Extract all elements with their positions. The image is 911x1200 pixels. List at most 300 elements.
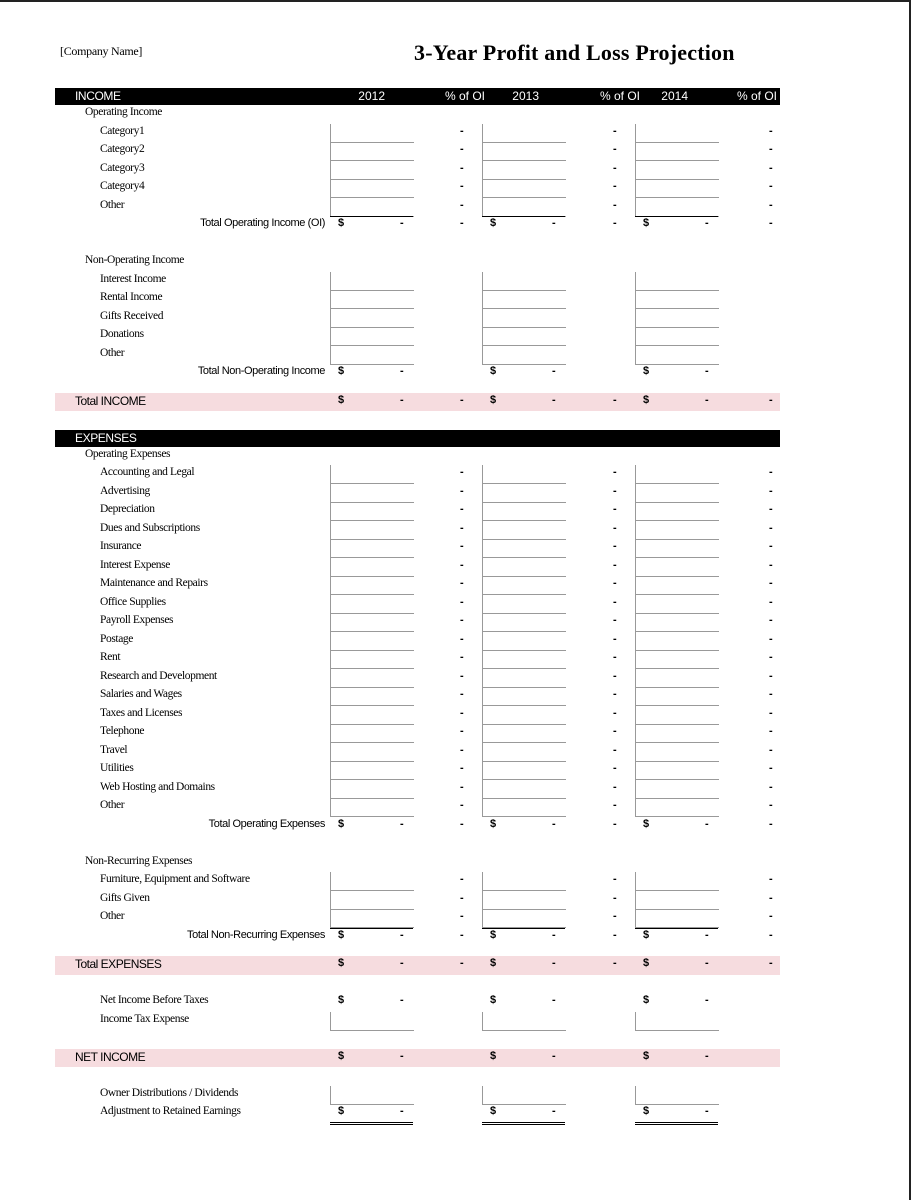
pct-dash: - — [769, 743, 773, 756]
pct-dash: - — [613, 558, 617, 571]
entry-cell[interactable] — [330, 613, 414, 632]
entry-cell[interactable] — [635, 576, 719, 595]
pct-dash: - — [769, 891, 773, 904]
operating-expense-row — [55, 595, 780, 614]
pct-dash: - — [769, 143, 773, 155]
pct-dash: - — [613, 891, 617, 904]
line-item-label: Category2 — [100, 143, 145, 155]
entry-cell[interactable] — [482, 724, 566, 743]
entry-cell[interactable] — [330, 346, 414, 365]
entry-cell[interactable] — [635, 595, 719, 614]
pct-dash: - — [613, 143, 617, 155]
non-operating-income-row — [55, 309, 780, 328]
entry-cell[interactable] — [482, 198, 566, 217]
pct-dash: - — [613, 706, 617, 719]
operating-expense-row — [55, 465, 780, 484]
line-item-label: Gifts Received — [100, 309, 164, 322]
entry-cell[interactable] — [330, 872, 414, 891]
pct-dash: - — [460, 217, 464, 229]
pct-dash: - — [769, 910, 773, 922]
total-operating-expenses-row — [55, 817, 780, 836]
entry-cell[interactable] — [330, 724, 414, 743]
net-income-before-taxes-row — [55, 993, 780, 1012]
line-item-label: Utilities — [100, 762, 134, 774]
pct-dash: - — [460, 799, 464, 811]
entry-cell[interactable] — [635, 687, 719, 706]
entry-cell[interactable] — [330, 161, 414, 180]
pct-dash: - — [613, 762, 617, 774]
dollar-sign: $ — [490, 365, 497, 377]
entry-cell[interactable] — [482, 891, 566, 910]
pct-dash: - — [613, 928, 617, 941]
dollar-sign: $ — [338, 1105, 345, 1117]
operating-income-row — [55, 161, 780, 180]
entry-cell[interactable] — [482, 909, 566, 928]
operating-expense-row — [55, 576, 780, 595]
spacer — [55, 235, 780, 254]
pct-dash: - — [460, 577, 464, 589]
entry-cell[interactable] — [482, 327, 566, 346]
pct-dash: - — [460, 957, 464, 969]
pct-dash: - — [460, 198, 464, 211]
dollar-sign: $ — [338, 817, 345, 830]
entry-cell[interactable] — [635, 743, 719, 762]
pct-dash: - — [769, 484, 773, 497]
non-recurring-expense-row — [55, 872, 780, 891]
entry-cell[interactable] — [482, 179, 566, 198]
pct-dash: - — [613, 873, 617, 885]
pct-dash: - — [460, 393, 464, 406]
entry-cell[interactable] — [635, 327, 719, 346]
pct-dash: - — [460, 780, 464, 793]
income-header — [55, 88, 780, 105]
income-header-label: INCOME — [75, 89, 121, 103]
operating-expense-row — [55, 613, 780, 632]
pct-dash: - — [460, 651, 464, 663]
operating-expense-row — [55, 650, 780, 669]
line-item-label: Interest Expense — [100, 558, 170, 571]
entry-cell[interactable] — [330, 465, 414, 484]
pct-dash: - — [460, 466, 464, 478]
pct-dash: - — [460, 614, 464, 626]
operating-expense-row — [55, 798, 780, 817]
total-dash: - — [705, 1105, 709, 1117]
line-item-label: Dues and Subscriptions — [100, 521, 200, 534]
total-operating-income-row — [55, 216, 780, 235]
entry-cell[interactable] — [482, 465, 566, 484]
operating-expense-row — [55, 558, 780, 577]
operating-income-row — [55, 124, 780, 143]
pct-dash: - — [613, 957, 617, 969]
entry-cell[interactable] — [330, 124, 414, 143]
entry-cell[interactable] — [330, 142, 414, 161]
entry-cell[interactable] — [635, 198, 719, 217]
dollar-sign: $ — [490, 393, 497, 406]
entry-cell[interactable] — [482, 558, 566, 577]
line-item-label: Net Income Before Taxes — [100, 994, 209, 1006]
entry-cell[interactable] — [482, 539, 566, 558]
entry-cell[interactable] — [635, 124, 719, 143]
entry-cell[interactable] — [330, 706, 414, 725]
operating-expense-row — [55, 632, 780, 651]
total-expenses-label: Total EXPENSES — [75, 957, 162, 971]
pct-dash: - — [769, 393, 773, 406]
owner-distributions-row — [55, 1086, 780, 1105]
pct-dash: - — [769, 161, 773, 174]
dollar-sign: $ — [338, 217, 345, 229]
entry-cell[interactable] — [482, 632, 566, 651]
entry-cell[interactable] — [330, 687, 414, 706]
pct-dash: - — [460, 706, 464, 719]
line-item-label: Rental Income — [100, 291, 163, 303]
dollar-sign: $ — [338, 393, 345, 406]
pct-dash: - — [460, 762, 464, 774]
non-recurring-expense-row — [55, 909, 780, 928]
entry-cell[interactable] — [635, 465, 719, 484]
spacer — [55, 975, 780, 994]
entry-cell[interactable] — [482, 613, 566, 632]
entry-cell[interactable] — [482, 743, 566, 762]
entry-cell[interactable] — [482, 1012, 566, 1031]
entry-cell[interactable] — [330, 650, 414, 669]
spacer — [55, 1067, 780, 1086]
entry-cell[interactable] — [635, 1012, 719, 1031]
entry-cell[interactable] — [635, 558, 719, 577]
entry-cell[interactable] — [330, 484, 414, 503]
entry-cell[interactable] — [330, 669, 414, 688]
pct-dash: - — [613, 198, 617, 211]
dollar-sign: $ — [490, 817, 497, 830]
entry-cell[interactable] — [482, 650, 566, 669]
line-item-label: Office Supplies — [100, 595, 166, 608]
pct-dash: - — [769, 651, 773, 663]
line-item-label: Research and Development — [100, 669, 217, 682]
pct-dash: - — [460, 484, 464, 497]
line-item-label: Furniture, Equipment and Software — [100, 873, 250, 885]
pct-dash: - — [613, 484, 617, 497]
operating-income-heading — [55, 105, 780, 124]
pct-dash: - — [460, 558, 464, 571]
column-header: % of OI — [599, 89, 640, 103]
entry-cell[interactable] — [330, 798, 414, 817]
spacer — [55, 946, 780, 956]
pct-dash: - — [769, 928, 773, 941]
pct-dash: - — [613, 614, 617, 626]
entry-cell[interactable] — [635, 502, 719, 521]
entry-cell[interactable] — [635, 484, 719, 503]
operating-income-row — [55, 142, 780, 161]
pct-dash: - — [613, 503, 617, 515]
pct-dash: - — [769, 198, 773, 211]
pct-dash: - — [460, 503, 464, 515]
entry-cell[interactable] — [330, 891, 414, 910]
entry-cell[interactable] — [635, 290, 719, 309]
company-name[interactable]: [Company Name] — [60, 44, 143, 58]
adjustment-retained-row — [55, 1104, 780, 1123]
total-dash: - — [552, 994, 556, 1006]
pct-dash: - — [613, 521, 617, 534]
line-item-label: Advertising — [100, 484, 150, 497]
entry-cell[interactable] — [635, 706, 719, 725]
entry-cell[interactable] — [482, 687, 566, 706]
entry-cell[interactable] — [482, 576, 566, 595]
entry-cell[interactable] — [635, 346, 719, 365]
pct-dash: - — [769, 799, 773, 811]
line-item-label: Web Hosting and Domains — [100, 780, 215, 793]
pct-dash: - — [769, 817, 773, 830]
non-recurring-expenses-heading — [55, 854, 780, 873]
pct-dash: - — [613, 217, 617, 229]
pct-dash: - — [460, 688, 464, 700]
section-heading: Operating Income — [85, 106, 162, 118]
dollar-sign: $ — [643, 393, 650, 406]
line-item-label: Owner Distributions / Dividends — [100, 1086, 239, 1099]
total-dash: - — [705, 957, 709, 969]
dollar-sign: $ — [338, 1049, 345, 1062]
entry-cell[interactable] — [482, 521, 566, 540]
dollar-sign: $ — [338, 994, 345, 1006]
pct-dash: - — [613, 161, 617, 174]
entry-cell[interactable] — [330, 521, 414, 540]
pct-dash: - — [613, 393, 617, 406]
total-non-recurring-expenses-row — [55, 928, 780, 947]
line-item-label: Income Tax Expense — [100, 1012, 189, 1025]
pct-dash: - — [613, 669, 617, 682]
pct-dash: - — [460, 743, 464, 756]
entry-cell[interactable] — [330, 1086, 414, 1105]
total-dash: - — [400, 994, 404, 1006]
entry-cell[interactable] — [330, 576, 414, 595]
total-dash: - — [552, 365, 556, 377]
entry-cell[interactable] — [482, 761, 566, 780]
entry-cell[interactable] — [635, 872, 719, 891]
entry-cell[interactable] — [482, 484, 566, 503]
operating-expense-row — [55, 502, 780, 521]
column-header: 2012 — [358, 89, 385, 103]
section-heading: Non-Operating Income — [85, 254, 184, 266]
entry-cell[interactable] — [330, 198, 414, 217]
entry-cell[interactable] — [330, 909, 414, 928]
entry-cell[interactable] — [635, 891, 719, 910]
total-income-row — [55, 393, 780, 412]
line-item-label: Other — [100, 346, 125, 359]
pct-dash: - — [769, 873, 773, 885]
pct-dash: - — [613, 124, 617, 137]
column-header: 2013 — [512, 89, 539, 103]
pct-dash: - — [769, 706, 773, 719]
entry-cell[interactable] — [635, 724, 719, 743]
page-title: 3-Year Profit and Loss Projection — [414, 40, 735, 65]
entry-cell[interactable] — [482, 1086, 566, 1105]
entry-cell[interactable] — [482, 780, 566, 799]
pct-dash: - — [460, 540, 464, 552]
entry-cell[interactable] — [635, 798, 719, 817]
entry-cell[interactable] — [635, 142, 719, 161]
line-item-label: Adjustment to Retained Earnings — [100, 1105, 241, 1117]
column-header: % of OI — [736, 89, 777, 103]
spacer — [55, 383, 780, 393]
dollar-sign: $ — [338, 365, 345, 377]
entry-cell[interactable] — [330, 327, 414, 346]
pct-dash: - — [460, 521, 464, 534]
line-item-label: Postage — [100, 632, 133, 645]
pct-dash: - — [613, 595, 617, 608]
pct-dash: - — [769, 632, 773, 645]
entry-cell[interactable] — [482, 706, 566, 725]
entry-cell[interactable] — [635, 613, 719, 632]
entry-cell[interactable] — [330, 272, 414, 291]
pct-dash: - — [460, 928, 464, 941]
entry-cell[interactable] — [330, 290, 414, 309]
entry-cell[interactable] — [482, 798, 566, 817]
expenses-header-label: EXPENSES — [75, 430, 137, 445]
pct-dash: - — [460, 669, 464, 682]
total-dash: - — [705, 928, 709, 941]
pct-dash: - — [769, 688, 773, 700]
entry-cell[interactable] — [482, 346, 566, 365]
pct-dash: - — [460, 161, 464, 174]
entry-cell[interactable] — [635, 161, 719, 180]
entry-cell[interactable] — [330, 558, 414, 577]
entry-cell[interactable] — [330, 632, 414, 651]
entry-cell[interactable] — [330, 309, 414, 328]
total-dash: - — [705, 994, 709, 1006]
entry-cell[interactable] — [635, 179, 719, 198]
dollar-sign: $ — [643, 928, 650, 941]
entry-cell[interactable] — [330, 1012, 414, 1031]
pct-dash: - — [613, 540, 617, 552]
pl-sheet — [55, 88, 780, 1123]
total-dash: - — [400, 1049, 404, 1062]
entry-cell[interactable] — [330, 179, 414, 198]
total-dash: - — [552, 217, 556, 229]
total-dash: - — [400, 365, 404, 377]
total-dash: - — [400, 817, 404, 830]
dollar-sign: $ — [643, 817, 650, 830]
income-tax-expense-row — [55, 1012, 780, 1031]
entry-cell[interactable] — [635, 1086, 719, 1105]
operating-expense-row — [55, 761, 780, 780]
dollar-sign: $ — [490, 928, 497, 941]
entry-cell[interactable] — [635, 521, 719, 540]
entry-cell[interactable] — [482, 124, 566, 143]
entry-cell[interactable] — [482, 290, 566, 309]
total-dash: - — [552, 957, 556, 969]
entry-cell[interactable] — [330, 502, 414, 521]
section-heading: Operating Expenses — [85, 447, 171, 460]
spacer — [55, 1030, 780, 1049]
pct-dash: - — [613, 743, 617, 756]
total-non-operating-income-row — [55, 364, 780, 383]
pct-dash: - — [769, 503, 773, 515]
entry-cell[interactable] — [635, 909, 719, 928]
net-income-label: NET INCOME — [75, 1049, 146, 1064]
entry-cell[interactable] — [482, 161, 566, 180]
total-dash: - — [705, 217, 709, 229]
entry-cell[interactable] — [482, 142, 566, 161]
pct-dash: - — [460, 143, 464, 155]
operating-expense-row — [55, 539, 780, 558]
entry-cell[interactable] — [635, 780, 719, 799]
line-item-label: Category4 — [100, 180, 145, 192]
non-operating-income-heading — [55, 253, 780, 272]
entry-cell[interactable] — [482, 309, 566, 328]
total-dash: - — [705, 817, 709, 830]
pct-dash: - — [769, 521, 773, 534]
non-operating-income-row — [55, 346, 780, 365]
pct-dash: - — [613, 632, 617, 645]
pct-dash: - — [613, 651, 617, 663]
expenses-header — [55, 430, 780, 447]
entry-cell[interactable] — [330, 539, 414, 558]
operating-expenses-heading — [55, 447, 780, 466]
entry-cell[interactable] — [635, 539, 719, 558]
entry-cell[interactable] — [330, 780, 414, 799]
operating-expense-row — [55, 521, 780, 540]
total-dash: - — [400, 217, 404, 229]
total-dash: - — [400, 928, 404, 941]
entry-cell[interactable] — [330, 761, 414, 780]
pct-dash: - — [613, 780, 617, 793]
line-item-label: Category3 — [100, 161, 145, 174]
line-item-label: Gifts Given — [100, 891, 150, 904]
operating-expense-row — [55, 743, 780, 762]
entry-cell[interactable] — [330, 743, 414, 762]
dollar-sign: $ — [643, 1049, 650, 1062]
operating-expense-row — [55, 484, 780, 503]
total-dash: - — [400, 1105, 404, 1117]
line-item-label: Interest Income — [100, 272, 166, 285]
entry-cell[interactable] — [482, 669, 566, 688]
entry-cell[interactable] — [482, 502, 566, 521]
entry-cell[interactable] — [635, 650, 719, 669]
pct-dash: - — [769, 669, 773, 682]
pct-dash: - — [460, 891, 464, 904]
total-dash: - — [552, 393, 556, 406]
column-header: % of OI — [444, 89, 485, 103]
dollar-sign: $ — [643, 1105, 650, 1117]
line-item-label: Rent — [100, 651, 121, 663]
entry-cell[interactable] — [635, 272, 719, 291]
entry-cell[interactable] — [482, 872, 566, 891]
pct-dash: - — [769, 614, 773, 626]
total-dash: - — [552, 1049, 556, 1062]
pct-dash: - — [460, 725, 464, 737]
pct-dash: - — [613, 180, 617, 192]
total-dash: - — [552, 928, 556, 941]
entry-cell[interactable] — [635, 632, 719, 651]
non-operating-income-row — [55, 290, 780, 309]
dollar-sign: $ — [490, 217, 497, 229]
entry-cell[interactable] — [635, 669, 719, 688]
dollar-sign: $ — [643, 957, 650, 969]
total-label: Total Non-Recurring Expenses — [187, 928, 325, 941]
line-item-label: Donations — [100, 328, 144, 340]
total-label: Total Operating Income (OI) — [200, 217, 325, 229]
spacer — [55, 835, 780, 854]
pct-dash: - — [769, 577, 773, 589]
pct-dash: - — [613, 799, 617, 811]
spacer — [55, 411, 780, 430]
pct-dash: - — [769, 124, 773, 137]
pct-dash: - — [769, 957, 773, 969]
entry-cell[interactable] — [635, 761, 719, 780]
line-item-label: Depreciation — [100, 503, 155, 515]
entry-cell[interactable] — [482, 595, 566, 614]
entry-cell[interactable] — [635, 309, 719, 328]
entry-cell[interactable] — [330, 595, 414, 614]
entry-cell[interactable] — [482, 272, 566, 291]
